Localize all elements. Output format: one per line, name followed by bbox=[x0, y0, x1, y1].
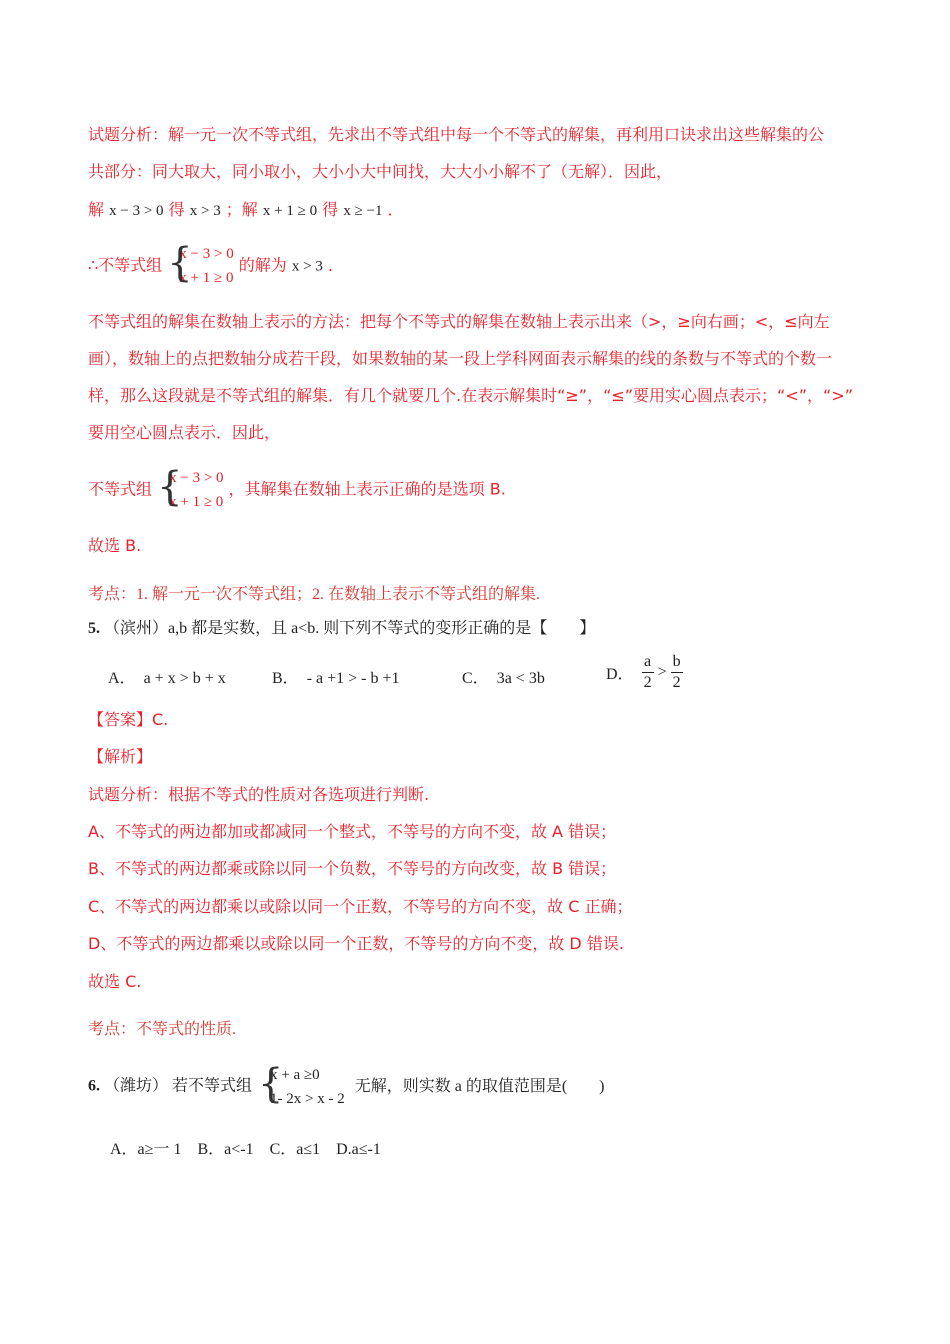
analysis-line-3 bbox=[88, 199, 404, 222]
q5-analysis-5: D、不等式的两边都乘以或除以同一个正数，不等号的方向不变，故 D 错误. bbox=[88, 934, 624, 953]
inequality: x − 3 > 0 bbox=[109, 203, 164, 219]
answer-label: 【答案】C. bbox=[88, 710, 169, 729]
option-label: B． bbox=[272, 670, 299, 687]
option-expr: a + x > b + x bbox=[143, 670, 226, 687]
option-c bbox=[462, 665, 545, 688]
question-text: （滨州）a,b 都是实数，且 a<b. 则下列不等式的变形正确的是【 】 bbox=[104, 620, 596, 637]
para-line-1: 不等式组的解集在数轴上表示的方法：把每个不等式的解集在数轴上表示出来（>，≥向右画；<，≤向左 bbox=[88, 312, 830, 331]
denominator: 2 bbox=[672, 674, 681, 691]
operator: > bbox=[657, 663, 667, 681]
brace-icon: { bbox=[157, 464, 183, 510]
kaodian-1: 考点：1. 解一元一次不等式组；2. 在数轴上表示不等式组的解集. bbox=[88, 586, 541, 603]
inequality: x > 3 bbox=[291, 258, 323, 275]
text: ∴不等式组 bbox=[88, 255, 163, 275]
question-text: （潍坊） 若不等式组 bbox=[104, 1077, 253, 1095]
jiexi-label: 【解析】 bbox=[88, 747, 153, 766]
option-label: A． bbox=[108, 670, 136, 687]
inequality-system bbox=[157, 466, 223, 514]
option-b bbox=[272, 665, 400, 688]
system-row: x + 1 ≥ 0 bbox=[169, 494, 224, 510]
numerator: b bbox=[671, 652, 683, 673]
text: ；解 bbox=[225, 200, 258, 219]
inequality-system bbox=[167, 242, 233, 290]
option-d bbox=[606, 652, 683, 693]
text: 不等式组 bbox=[88, 479, 153, 499]
para-line-3: 样，那么这段就是不等式组的解集．有几个就要几个.在表示解集时“≥”，“≤”要用实心圆点表示；“<”，“>” bbox=[88, 386, 854, 405]
inequality: x > 3 bbox=[189, 203, 221, 219]
text: ，其解集在数轴上表示正确的是选项 B. bbox=[228, 479, 506, 499]
option-expr: - a +1 > - b +1 bbox=[306, 670, 400, 687]
option-label: C． bbox=[462, 670, 489, 687]
para-line-2: 画），数轴上的点把数轴分成若干段，如果数轴的某一段上学科网面表示解集的线的条数与不等式的个数一 bbox=[88, 349, 833, 368]
denominator: 2 bbox=[643, 674, 652, 691]
analysis-line-1: 试题分析：解一元一次不等式组，先求出不等式组中每一个不等式的解集，再利用口诀求出这些解集的公 bbox=[88, 125, 825, 144]
option-expr: 3a < 3b bbox=[496, 670, 545, 687]
question-number: 5. bbox=[88, 620, 100, 637]
kaodian-2: 考点：不等式的性质. bbox=[88, 1021, 237, 1038]
text: ． bbox=[387, 200, 404, 219]
q5-analysis-2: A、不等式的两边都加或都减同一个整式，不等号的方向不变，故 A 错误； bbox=[88, 822, 617, 841]
system-row: x − 3 > 0 bbox=[179, 246, 234, 262]
question-number: 6. bbox=[88, 1077, 100, 1095]
brace-icon: { bbox=[167, 240, 193, 286]
system-row: x + 1 ≥ 0 bbox=[179, 270, 234, 286]
system-row: x − 3 > 0 bbox=[169, 470, 224, 486]
system-answer-line bbox=[88, 466, 506, 514]
question-5 bbox=[88, 618, 595, 640]
system-solution-line bbox=[88, 242, 344, 290]
text: ． bbox=[327, 255, 344, 275]
text: 解 bbox=[88, 200, 105, 219]
q6-options: A．a≥一 1 B．a<-1 C．a≤1 D.a≤-1 bbox=[110, 1141, 381, 1158]
option-a bbox=[108, 665, 226, 688]
q5-analysis-4: C、不等式的两边都乘以或除以同一个正数，不等号的方向不变，故 C 正确； bbox=[88, 897, 633, 916]
fraction bbox=[642, 652, 654, 693]
system-row: x + a ≥0 bbox=[270, 1067, 320, 1083]
question-text: 无解，则实数 a 的取值范围是( ) bbox=[354, 1077, 605, 1095]
inequality: x + 1 ≥ 0 bbox=[262, 203, 318, 219]
q5-analysis-1: 试题分析：根据不等式的性质对各选项进行判断. bbox=[88, 785, 430, 804]
choose-b: 故选 B. bbox=[88, 536, 142, 555]
option-label: D． bbox=[606, 666, 634, 683]
analysis-line-2: 共部分：同大取大，同小取小，大小小大中间找，大大小小解不了（无解）．因此， bbox=[88, 162, 673, 181]
q5-analysis-3: B、不等式的两边都乘或除以同一个负数，不等号的方向改变，故 B 错误； bbox=[88, 859, 617, 878]
brace-icon: { bbox=[258, 1061, 284, 1107]
para-line-4: 要用空心圆点表示．因此， bbox=[88, 423, 281, 442]
text: 得 bbox=[322, 200, 339, 219]
question-6 bbox=[88, 1063, 604, 1111]
inequality-system bbox=[258, 1063, 345, 1111]
inequality: x ≥ −1 bbox=[343, 203, 383, 219]
text: 的解为 bbox=[238, 255, 287, 275]
choose-c: 故选 C. bbox=[88, 972, 142, 991]
numerator: a bbox=[642, 652, 654, 673]
fraction bbox=[671, 652, 683, 693]
text: 得 bbox=[168, 200, 185, 219]
system-row: 1- 2x > x - 2 bbox=[270, 1091, 345, 1107]
